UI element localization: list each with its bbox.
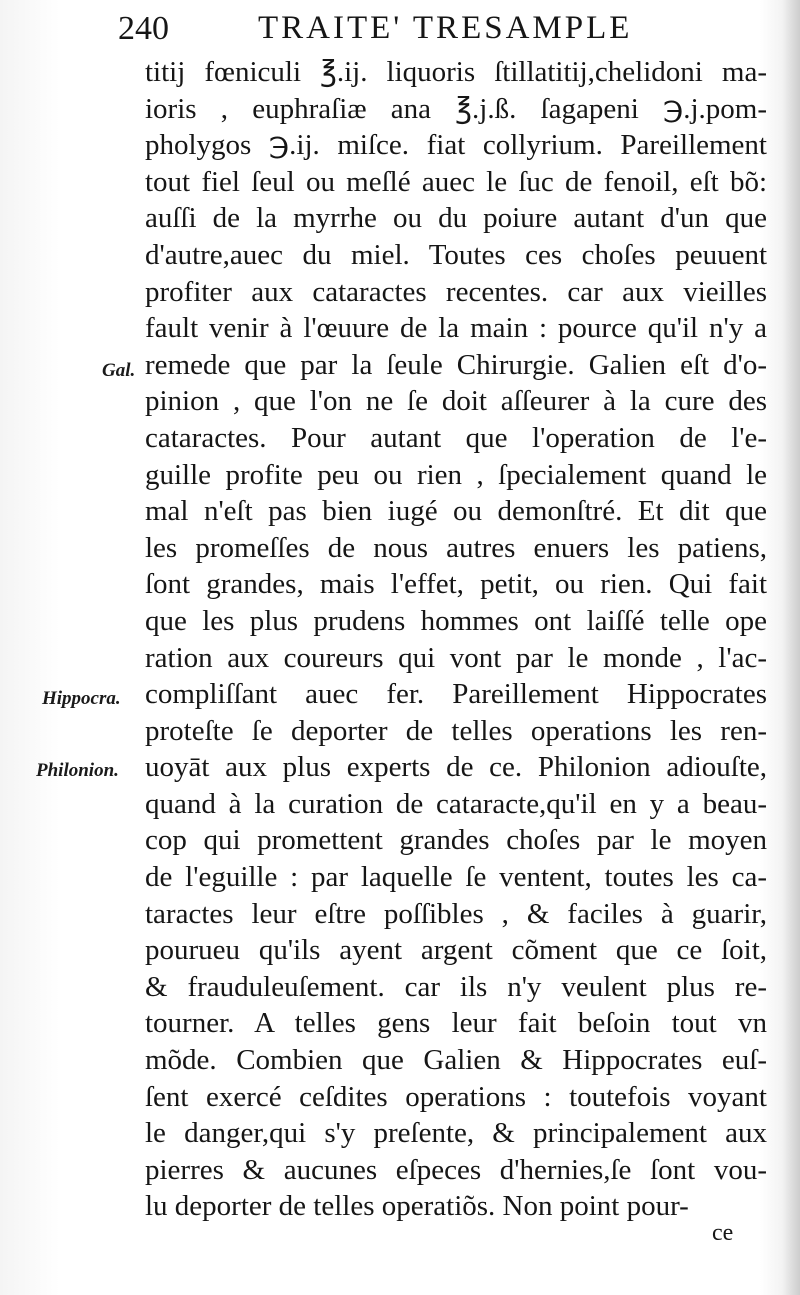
text-line: profiter aux cataractes recentes. car aux vieilles [145,275,767,308]
text-line: que les plus prudens hommes ont laiſſé telle ope [145,604,767,637]
page-header [118,4,678,52]
text-line: tourner. A telles gens leur fait beſoin tout vn [145,1007,767,1040]
text-line: ioris , euphraſiæ ana ℥.j.ß. ſagapeni ℈.j.pom- [145,92,767,125]
text-line: auſſi de la myrrhe ou du poiure autant d'un que [145,202,767,235]
margin-note-gal: Gal. [102,360,136,381]
text-line: pierres & aucunes eſpeces d'hernies,ſe ſont vou- [145,1153,767,1186]
text-line: proteſte ſe deporter de telles operations les ren- [145,714,767,747]
text-line: uoyāt aux plus experts de ce. Philonion adiouſte, [145,751,767,784]
text-line: quand à la curation de cataracte,qu'il en y a beau- [145,787,767,820]
text-line: remede que par la ſeule Chirurgie. Galien eſt d'o- [145,348,767,381]
text-line: pholygos ℈.ij. miſce. fiat collyrium. Pareillement [145,129,767,162]
text-line: fault venir à l'œuure de la main : pource qu'il n'y a [145,312,767,345]
text-line: pourueu qu'ils ayent argent cõment que ce ſoit, [145,934,767,967]
text-line: cop qui promettent grandes choſes par le moyen [145,824,767,857]
text-line: tout fiel ſeul ou meſlé auec le ſuc de fenoil, eſt bõ: [145,165,767,198]
text-line: ſont grandes, mais l'effet, petit, ou rien. Qui fait [145,568,767,601]
text-line: taractes leur eſtre poſſibles , & faciles à guarir, [145,897,767,930]
text-line: mal n'eſt pas bien iugé ou demonſtré. Et dit que [145,495,767,528]
text-line: les promeſſes de nous autres enuers les patiens, [145,531,767,564]
text-line: mõde. Combien que Galien & Hippocrates euſ- [145,1044,767,1077]
text-line: d'autre,auec du miel. Toutes ces choſes peuuent [145,238,767,271]
catchword: ce [712,1220,734,1246]
text-line: titij fœniculi ℥.ij. liquoris ſtillatitij,chelidoni ma- [145,56,767,88]
running-title: TRAITE' TRESAMPLE [258,10,633,46]
text-line: de l'eguille : par laquelle ſe ventent, toutes les ca- [145,861,767,894]
text-line: guille profite peu ou rien , ſpecialement quand le [145,458,767,491]
text-line: ration aux coureurs qui vont par le monde , l'ac- [145,641,767,674]
margin-note-hippocra: Hippocra. [42,688,121,709]
text-line: ſent exercé ceſdites operations : toutefois voyant [145,1080,767,1113]
text-line: cataractes. Pour autant que l'operation de l'e- [145,421,767,454]
body-text [145,54,767,1225]
page-number: 240 [118,10,169,47]
text-line: pinion , que l'on ne ſe doit aſſeurer à la cure des [145,385,767,418]
text-line: compliſſant auec fer. Pareillement Hippocrates [145,678,767,711]
text-line: & frauduleuſement. car ils n'y veulent plus re- [145,970,767,1003]
text-line: le danger,qui s'y preſente, & principalement aux [145,1117,767,1150]
margin-note-philonion: Philonion. [36,760,119,781]
text-line: lu deporter de telles operatiõs. Non point pour- [145,1190,689,1223]
page-gutter-shadow [782,0,800,1295]
